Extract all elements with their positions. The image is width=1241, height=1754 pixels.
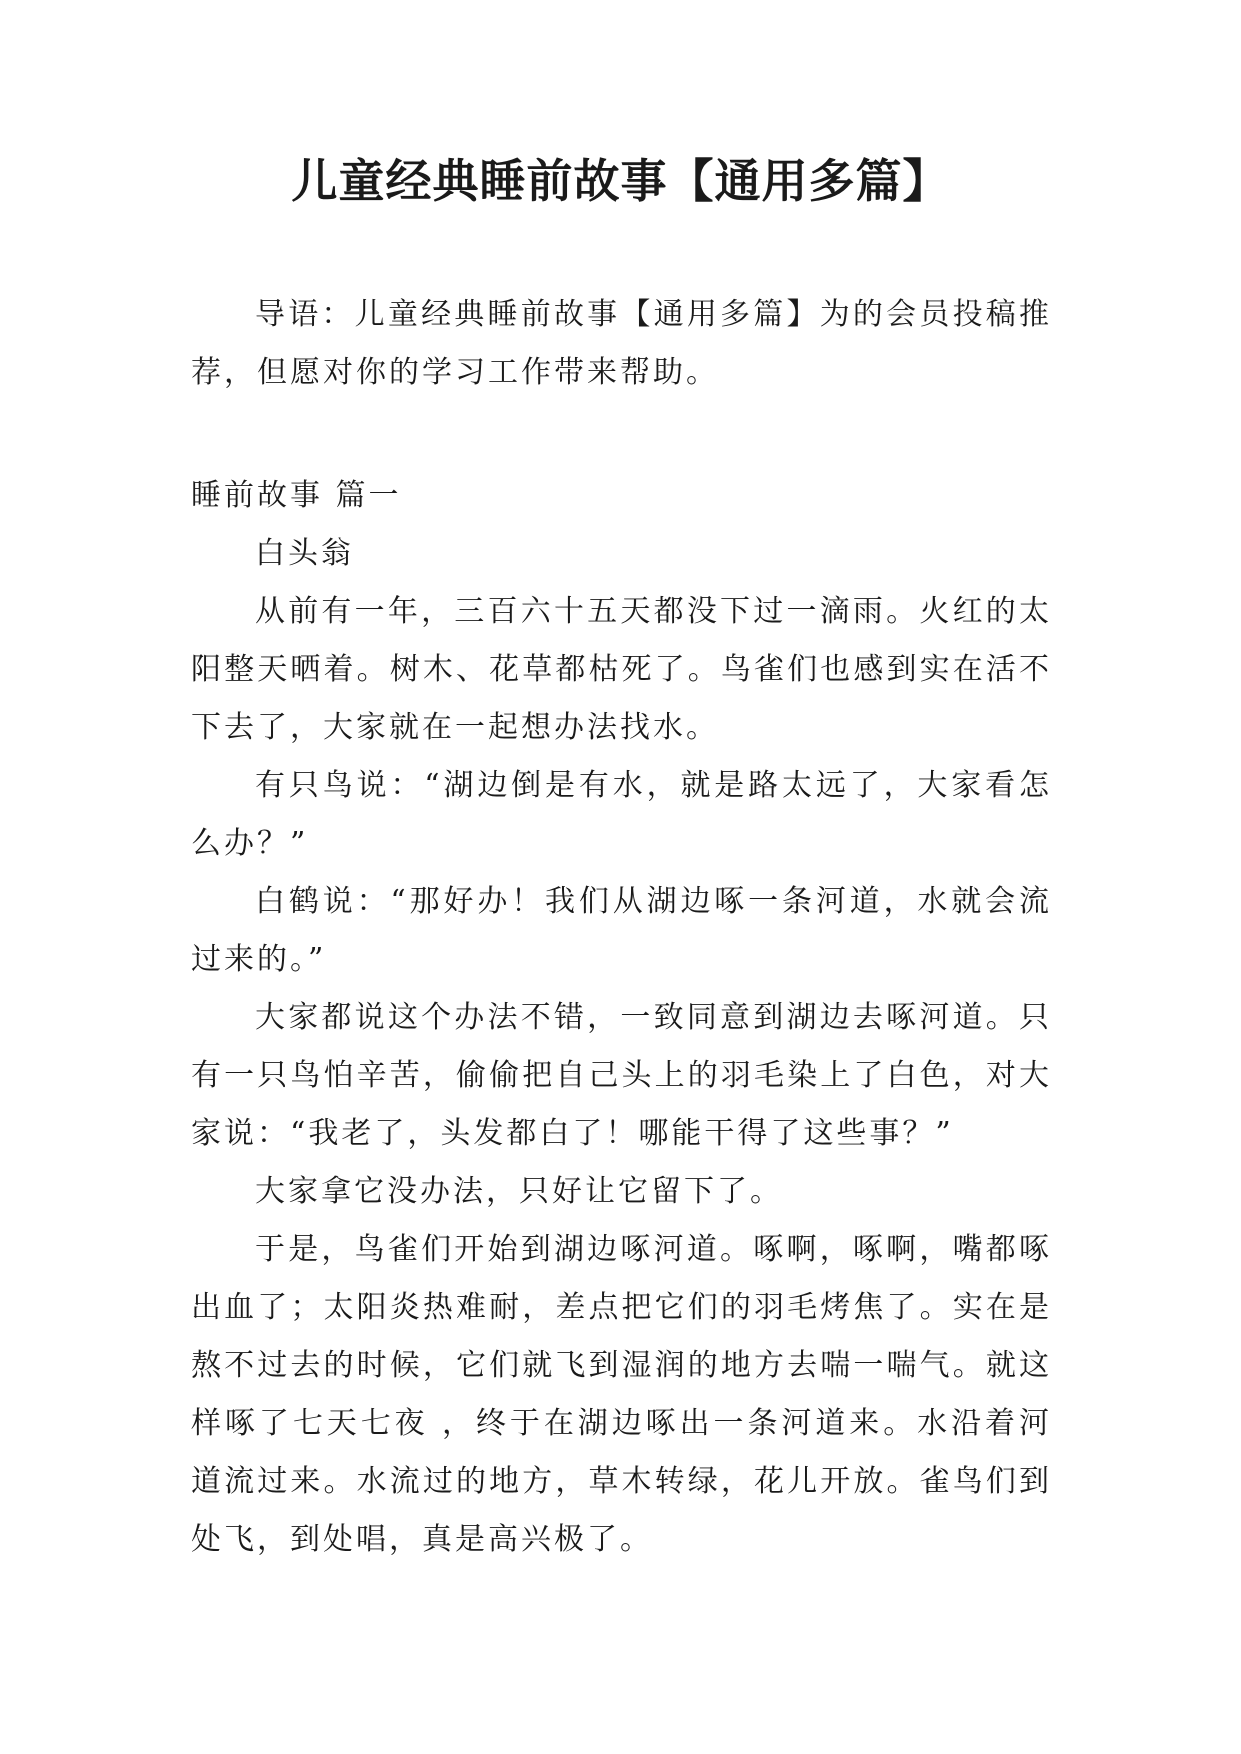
- intro-block: [191, 286, 1052, 402]
- story-paragraph: 大家都说这个办法不错，一致同意到湖边去啄河道。只有一只鸟怕辛苦，偷偷把自己头上的羽毛染上了白色，对大家说：“我老了，头发都白了！哪能干得了这些事？”: [191, 1000, 1052, 1151]
- story-paragraph: 从前有一年，三百六十五天都没下过一滴雨。火红的太阳整天晒着。树木、花草都枯死了。鸟雀们也感到实在活不下去了，大家就在一起想办法找水。: [191, 594, 1052, 745]
- story-paragraph: 大家拿它没办法，只好让它留下了。: [255, 1174, 783, 1209]
- story-paragraph: 有只鸟说：“湖边倒是有水，就是路太远了，大家看怎么办？”: [191, 768, 1052, 861]
- story-title: 白头翁: [255, 536, 354, 571]
- story-paragraph: 白鹤说：“那好办！我们从湖边啄一条河道，水就会流过来的。”: [191, 884, 1052, 977]
- document-title: 儿童经典睡前故事【通用多篇】: [291, 154, 950, 208]
- story-paragraph: 于是，鸟雀们开始到湖边啄河道。啄啊，啄啊，嘴都啄出血了；太阳炎热难耐，差点把它们的羽毛烤焦了。实在是熬不过去的时候，它们就飞到湿润的地方去喘一喘气。就这样啄了七天七夜 ，终于在湖边啄出一条河道来。水沿着河道流过来。水流过的地方，草木转绿，花儿开放。雀鸟们到处飞，到处唱，真是高兴极了。: [191, 1232, 1052, 1557]
- intro-paragraph: 导语：儿童经典睡前故事【通用多篇】为的会员投稿推荐，但愿对你的学习工作带来帮助。: [191, 297, 1052, 390]
- story-body: [191, 525, 1052, 1569]
- section-heading: 睡前故事 篇一: [191, 478, 402, 513]
